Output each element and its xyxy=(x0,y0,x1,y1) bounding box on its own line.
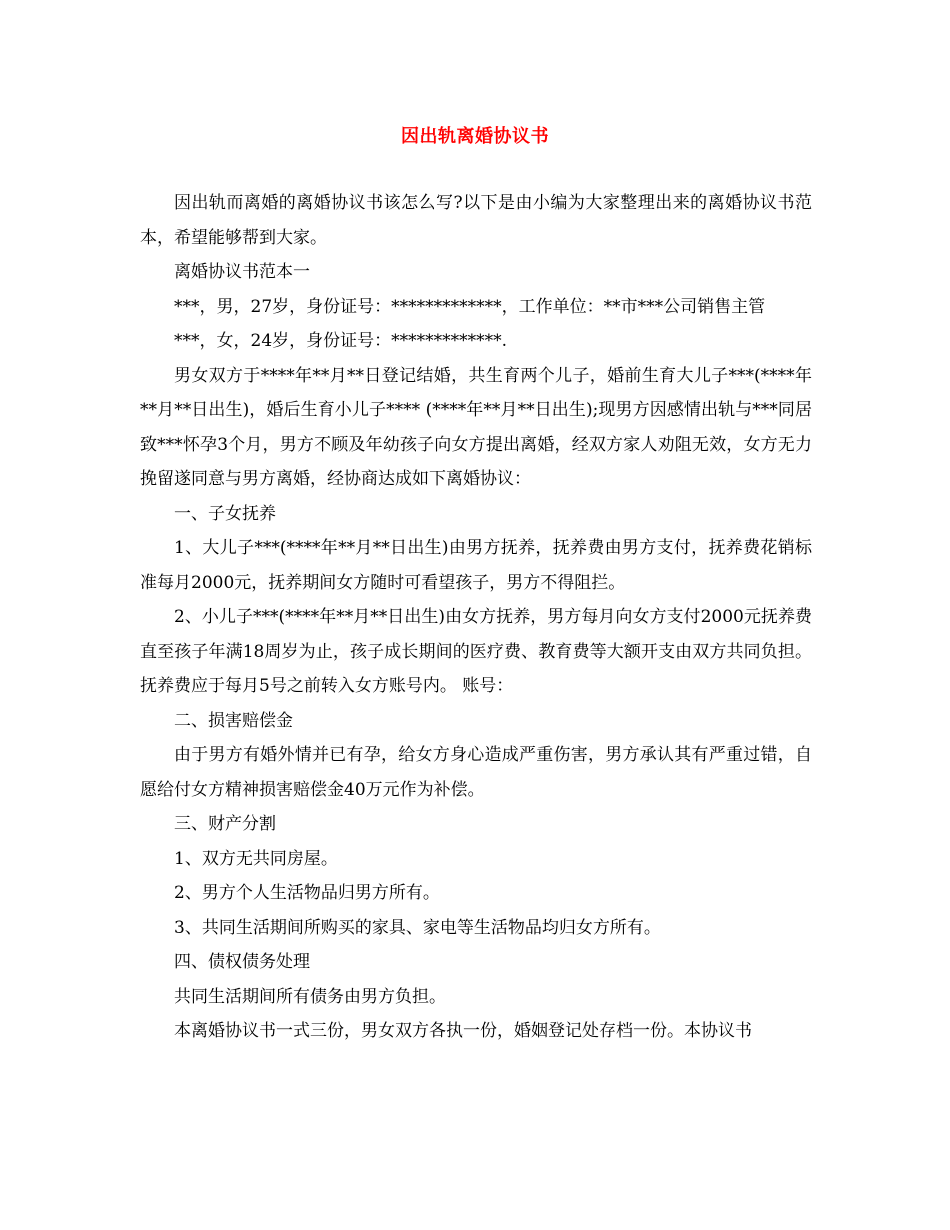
property-clause-2: 2、男方个人生活物品归男方所有。 xyxy=(174,883,440,903)
section-heading-debts: 四、债权债务处理 xyxy=(174,952,310,972)
template-heading: 离婚协议书范本一 xyxy=(174,262,310,282)
background-paragraph: 男女双方于****年**月**日登记结婚，共生育两个儿子，婚前生育大儿子***(****年**月**日出生)，婚后生育小儿子**** (****年**月**日出生);现男方因感情出轨与***同居致***怀孕3个月，男方不顾及年幼孩子向女方提出离婚，经双方家人劝阻无效，女方无力挽留遂同意与男方离婚，经协商达成如下离婚协议： xyxy=(140,365,812,489)
document-body xyxy=(140,186,812,1049)
document-title: 因出轨离婚协议书 xyxy=(401,126,549,147)
property-clause-3: 3、共同生活期间所购买的家具、家电等生活物品均归女方所有。 xyxy=(174,917,661,938)
custody-clause-1: 1、大儿子***(****年**月**日出生)由男方抚养，抚养费由男方支付，抚养费花销标准每月2000元，抚养期间女方随时可看望孩子，男方不得阻拦。 xyxy=(140,538,812,593)
intro-paragraph: 因出轨而离婚的离婚协议书该怎么写?以下是由小编为大家整理出来的离婚协议书范本，希望能够帮到大家。 xyxy=(140,193,812,248)
damages-clause: 由于男方有婚外情并已有孕，给女方身心造成严重伤害，男方承认其有严重过错，自愿给付女方精神损害赔偿金40万元作为补偿。 xyxy=(140,745,812,800)
husband-info: ***，男，27岁，身份证号：*************，工作单位：**市***公司销售主管 xyxy=(174,296,766,317)
section-heading-property: 三、财产分割 xyxy=(174,814,276,834)
property-clause-1: 1、双方无共同房屋。 xyxy=(174,848,338,869)
debts-clause: 共同生活期间所有债务由男方负担。 xyxy=(174,986,446,1007)
section-heading-damages: 二、损害赔偿金 xyxy=(174,710,293,731)
custody-clause-2: 2、小儿子***(****年**月**日出生)由女方抚养，男方每月向女方支付2000元抚养费直至孩子年满18周岁为止，孩子成长期间的医疗费、教育费等大额开支由双方共同负担。抚养费应于每月5号之前转入女方账号内。 账号： xyxy=(140,607,812,696)
copies-clause: 本离婚协议书一式三份，男女双方各执一份，婚姻登记处存档一份。本协议书 xyxy=(174,1021,752,1041)
wife-info: ***，女，24岁，身份证号：*************. xyxy=(174,331,508,351)
section-heading-custody: 一、子女抚养 xyxy=(174,503,276,524)
